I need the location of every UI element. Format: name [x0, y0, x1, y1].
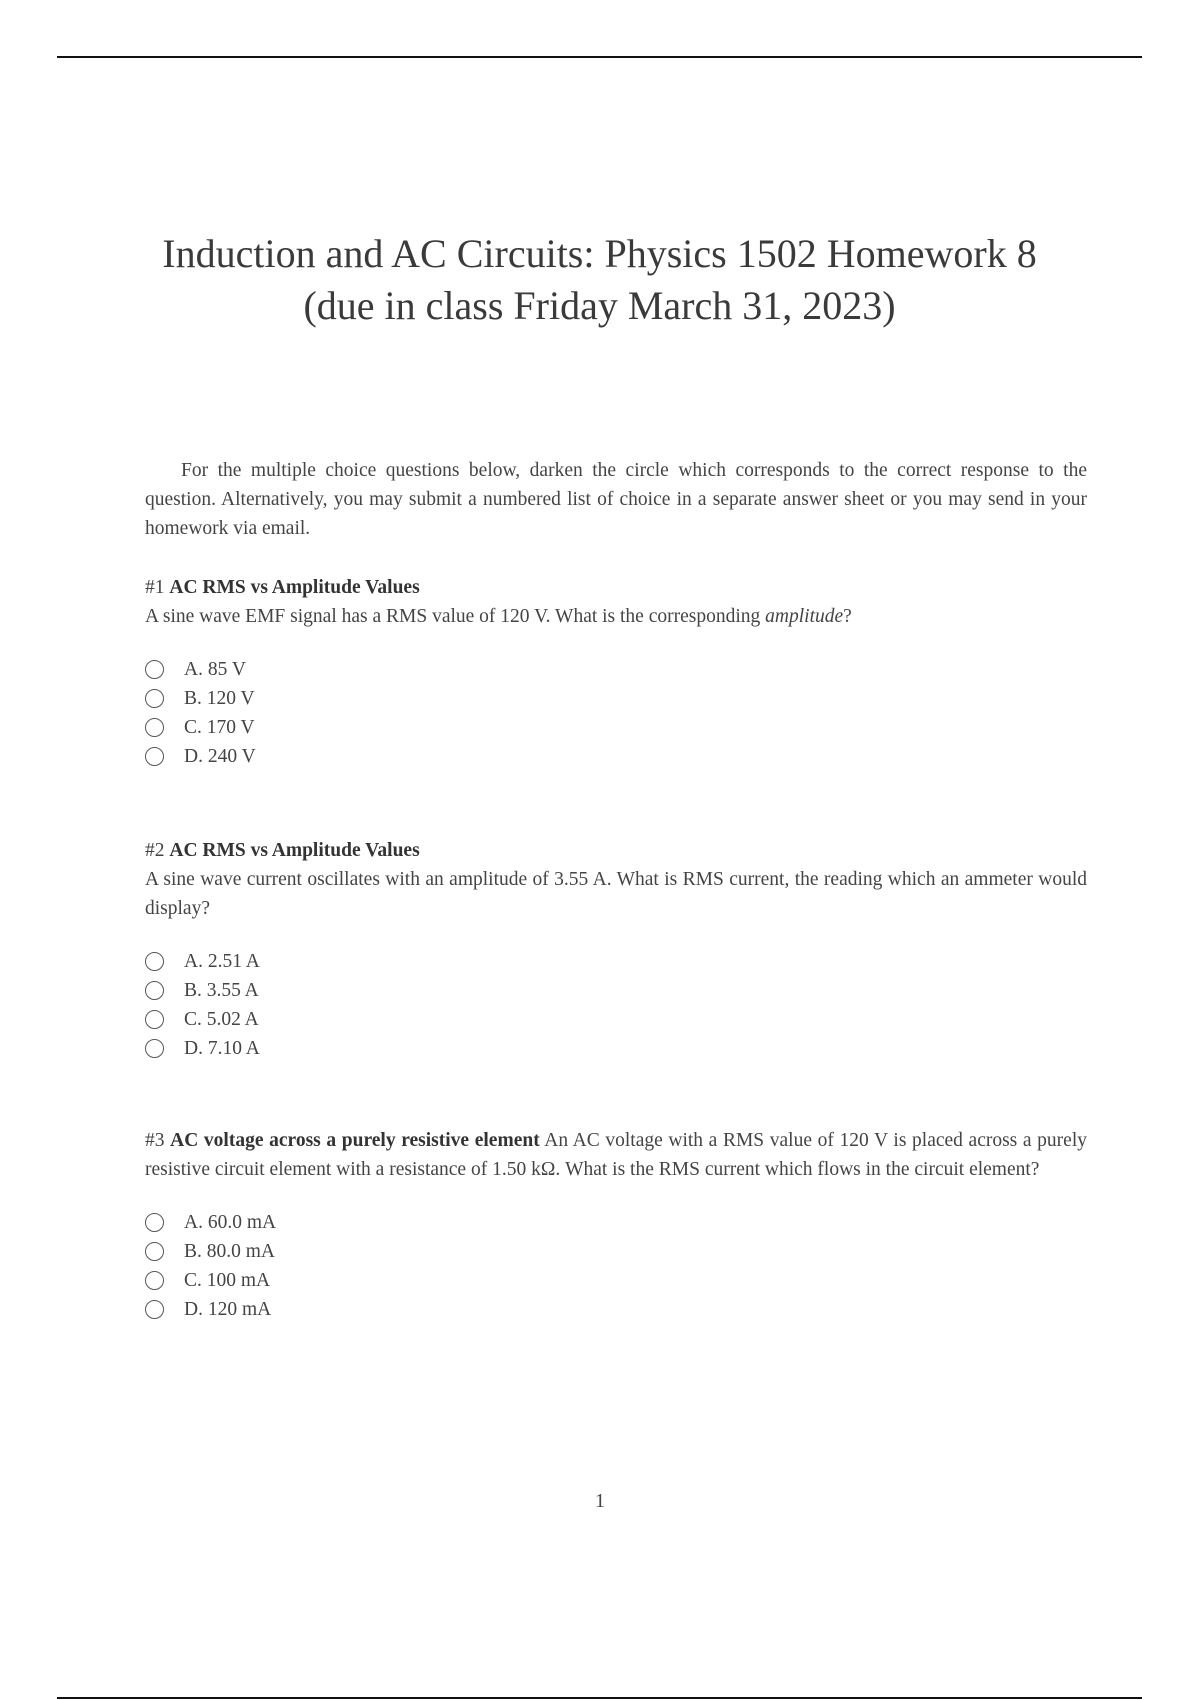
question-3-option-a[interactable] [145, 1208, 1087, 1237]
question-1-text [145, 602, 1087, 631]
radio-circle-icon[interactable] [145, 1271, 164, 1290]
option-label: B. 80.0 mA [184, 1241, 276, 1262]
question-3-option-c[interactable] [145, 1266, 1087, 1295]
option-label: D. 240 V [184, 746, 256, 767]
question-2-heading [145, 836, 1087, 865]
question-3-title: AC voltage across a purely resistive element [170, 1130, 540, 1151]
question-2-options [145, 947, 1087, 1063]
option-label: A. 60.0 mA [184, 1212, 277, 1233]
option-label: B. 120 V [184, 688, 255, 709]
question-2-number: #2 [145, 840, 165, 861]
option-label: A. 85 V [184, 659, 246, 680]
radio-circle-icon[interactable] [145, 689, 164, 708]
question-1-options [145, 655, 1087, 771]
question-3-option-b[interactable] [145, 1237, 1087, 1266]
question-2-option-a[interactable] [145, 947, 1087, 976]
question-1-text-after: ? [843, 606, 852, 627]
question-3-paragraph [145, 1126, 1087, 1184]
radio-circle-icon[interactable] [145, 952, 164, 971]
question-2-option-d[interactable] [145, 1034, 1087, 1063]
instructions-paragraph: For the multiple choice questions below, darken the circle which corresponds to the correct response to the question. Alternatively, you may submit a numbered list of choice in a separate answer sheet or you may send in your homework via email. [145, 460, 1087, 539]
option-label: C. 5.02 A [184, 1009, 259, 1030]
question-1-number: #1 [145, 577, 165, 598]
question-2-option-b[interactable] [145, 976, 1087, 1005]
radio-circle-icon[interactable] [145, 1010, 164, 1029]
radio-circle-icon[interactable] [145, 718, 164, 737]
option-label: D. 120 mA [184, 1299, 272, 1320]
title-line-2: (due in class Friday March 31, 2023) [303, 283, 896, 328]
question-1 [145, 573, 1087, 791]
option-label: B. 3.55 A [184, 980, 259, 1001]
question-1-heading [145, 573, 1087, 602]
bottom-rule [57, 1697, 1142, 1699]
top-rule [57, 56, 1142, 58]
radio-circle-icon[interactable] [145, 1242, 164, 1261]
question-3 [145, 1126, 1087, 1344]
question-1-option-c[interactable] [145, 713, 1087, 742]
question-1-option-b[interactable] [145, 684, 1087, 713]
question-2-title: AC RMS vs Amplitude Values [169, 840, 420, 861]
option-label: D. 7.10 A [184, 1038, 260, 1059]
question-1-text-before: A sine wave EMF signal has a RMS value of 120 V. What is the corresponding [145, 606, 766, 627]
question-3-text: An AC voltage with a RMS value of 120 V is placed across a purely resistive circuit element with a resistance of 1.50 kΩ. What is the RMS current which flows in the circuit element? [145, 1130, 1088, 1180]
question-3-options [145, 1208, 1087, 1324]
option-label: C. 170 V [184, 717, 255, 738]
radio-circle-icon[interactable] [145, 747, 164, 766]
question-2 [145, 836, 1087, 1083]
radio-circle-icon[interactable] [145, 1039, 164, 1058]
radio-circle-icon[interactable] [145, 1213, 164, 1232]
document-title [57, 228, 1142, 332]
question-3-option-d[interactable] [145, 1295, 1087, 1324]
radio-circle-icon[interactable] [145, 981, 164, 1000]
radio-circle-icon[interactable] [145, 660, 164, 679]
page-number: 1 [595, 1490, 605, 1512]
question-2-option-c[interactable] [145, 1005, 1087, 1034]
question-1-text-emphasis: amplitude [765, 606, 844, 627]
option-label: A. 2.51 A [184, 951, 260, 972]
question-1-option-d[interactable] [145, 742, 1087, 771]
question-3-number: #3 [145, 1130, 165, 1151]
radio-circle-icon[interactable] [145, 1300, 164, 1319]
title-line-1: Induction and AC Circuits: Physics 1502 Homework 8 [162, 231, 1037, 276]
question-1-option-a[interactable] [145, 655, 1087, 684]
option-label: C. 100 mA [184, 1270, 271, 1291]
question-2-text: A sine wave current oscillates with an amplitude of 3.55 A. What is RMS current, the reading which an ammeter would display? [145, 869, 1087, 919]
question-1-title: AC RMS vs Amplitude Values [169, 577, 420, 598]
